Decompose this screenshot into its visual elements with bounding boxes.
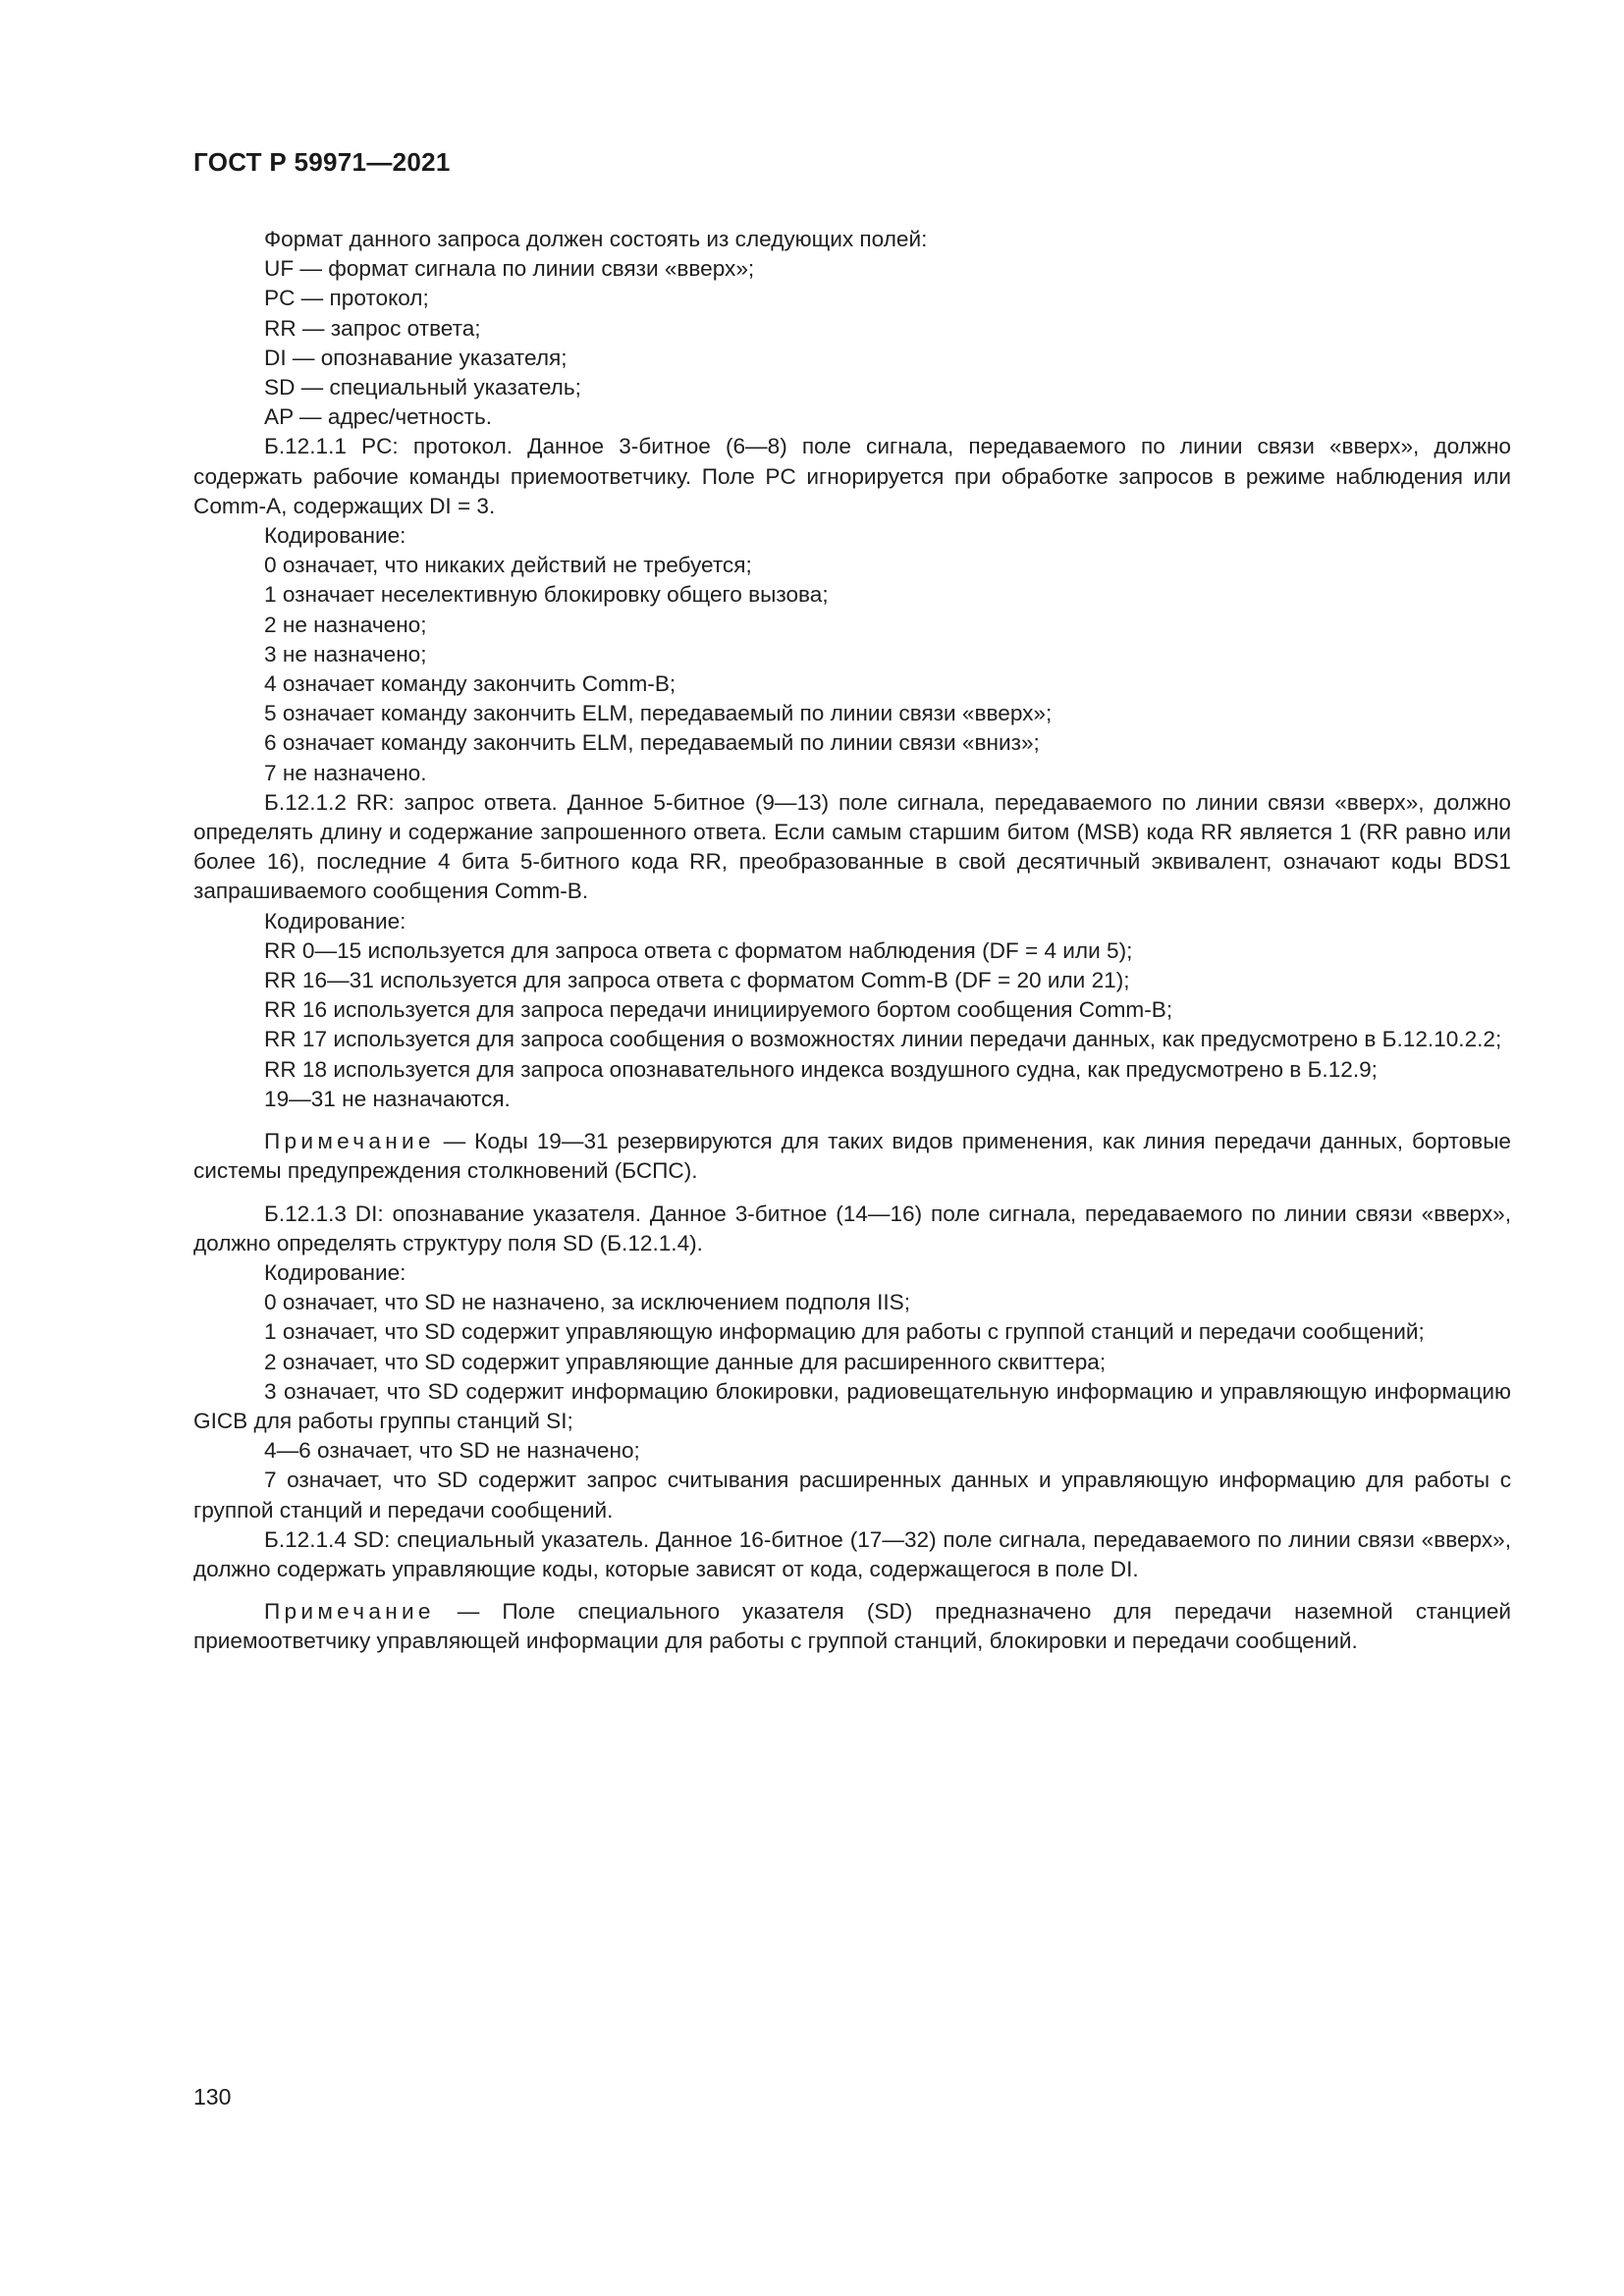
note-text: — Коды 19—31 резервируются для таких видов применения, как линия передачи данных, бортовые системы предупреждения столкновений (БСПС). [193,1129,1511,1184]
paragraph: Формат данного запроса должен состоять из следующих полей: [264,227,928,251]
paragraph: 4—6 означает, что SD не назначено; [264,1438,640,1464]
paragraph: 7 означает, что SD содержит запрос считывания расширенных данных и управляющую информацию для работы с группой станций и передачи сообщений. [193,1468,1511,1522]
document-body [193,225,1511,1657]
paragraph: RR 0—15 используется для запроса ответа с форматом наблюдения (DF = 4 или 5); [264,937,1133,963]
note-paragraph [193,1127,1511,1186]
paragraph: RR 18 используется для запроса опознавательного индекса воздушного судна, как предусмотрено в Б.12.9; [264,1056,1378,1082]
paragraph: RR 16 используется для запроса передачи инициируемого бортом сообщения Comm-B; [264,997,1173,1023]
paragraph: AP — адрес/четность. [264,404,493,430]
paragraph: Кодирование: [264,1259,406,1285]
paragraph: Б.12.1.2 RR: запрос ответа. Данное 5-битное (9—13) поле сигнала, передаваемого по линии связи «вверх», должно определять длину и содержание запрошенного ответа. Если самым старшим битом (MSB) кода RR является 1 (RR равно или более 16), последние 4 бита 5-битного кода RR, преобразованные в свой десятичный эквивалент, означают коды BDS1 запрашиваемого сообщения Comm-B. [193,789,1511,904]
paragraph: 1 означает неселективную блокировку общего вызова; [264,582,829,608]
document-header: ГОСТ Р 59971—2021 [193,147,451,177]
paragraph: 2 не назначено; [264,612,427,637]
paragraph: 3 не назначено; [264,641,427,667]
paragraph: Б.12.1.4 SD: специальный указатель. Данное 16-битное (17—32) поле сигнала, передаваемого по линии связи «вверх», должно содержать управляющие коды, которые зависят от кода, содержащегося в поле DI. [193,1526,1511,1581]
paragraph: 19—31 не назначаются. [264,1086,511,1111]
paragraph: 4 означает команду закончить Comm-B; [264,671,677,697]
paragraph: Кодирование: [264,523,406,549]
paragraph: 2 означает, что SD содержит управляющие данные для расширенного сквиттера; [264,1349,1107,1374]
paragraph: Б.12.1.1 PC: протокол. Данное 3-битное (6—8) поле сигнала, передаваемого по линии связи «вверх», должно содержать рабочие команды приемоответчику. Поле PC игнорируется при обработке запросов в режиме наблюдения или Comm-A, содержащих DI = 3. [193,434,1511,518]
paragraph: 1 означает, что SD содержит управляющую информацию для работы с группой станций и передачи сообщений; [264,1319,1425,1345]
paragraph: 0 означает, что никаких действий не требуется; [264,553,752,578]
paragraph: 0 означает, что SD не назначено, за исключением подполя IIS; [264,1290,911,1315]
paragraph: RR 17 используется для запроса сообщения о возможностях линии передачи данных, как предусмотрено в Б.12.10.2.2; [264,1027,1502,1052]
note-label: Примечание [264,1599,435,1625]
paragraph: SD — специальный указатель; [264,375,581,400]
paragraph: 3 означает, что SD содержит информацию блокировки, радиовещательную информацию и управляющую информацию GICB для работы группы станций SI; [193,1378,1511,1433]
paragraph: UF — формат сигнала по линии связи «вверх»; [264,256,755,282]
note-text: — Поле специального указателя (SD) предназначено для передачи наземной станцией приемоответчику управляющей информации для работы с группой станций, блокировки и передачи сообщений. [193,1599,1511,1654]
paragraph: PC — протокол; [264,286,429,311]
paragraph: 7 не назначено. [264,760,427,785]
note-paragraph [193,1597,1511,1656]
paragraph: 5 означает команду закончить ELM, передаваемый по линии связи «вверх»; [264,701,1053,726]
paragraph: RR — запрос ответа; [264,315,481,341]
paragraph: Б.12.1.3 DI: опознавание указателя. Данное 3-битное (14—16) поле сигнала, передаваемого по линии связи «вверх», должно определять структуру поля SD (Б.12.1.4). [193,1201,1511,1255]
paragraph: RR 16—31 используется для запроса ответа с форматом Comm-B (DF = 20 или 21); [264,968,1130,993]
page-number: 130 [193,2084,232,2109]
note-label: Примечание [264,1129,435,1154]
paragraph: DI — опознавание указателя; [264,345,568,370]
paragraph: Кодирование: [264,908,406,934]
paragraph: 6 означает команду закончить ELM, передаваемый по линии связи «вниз»; [264,730,1040,756]
